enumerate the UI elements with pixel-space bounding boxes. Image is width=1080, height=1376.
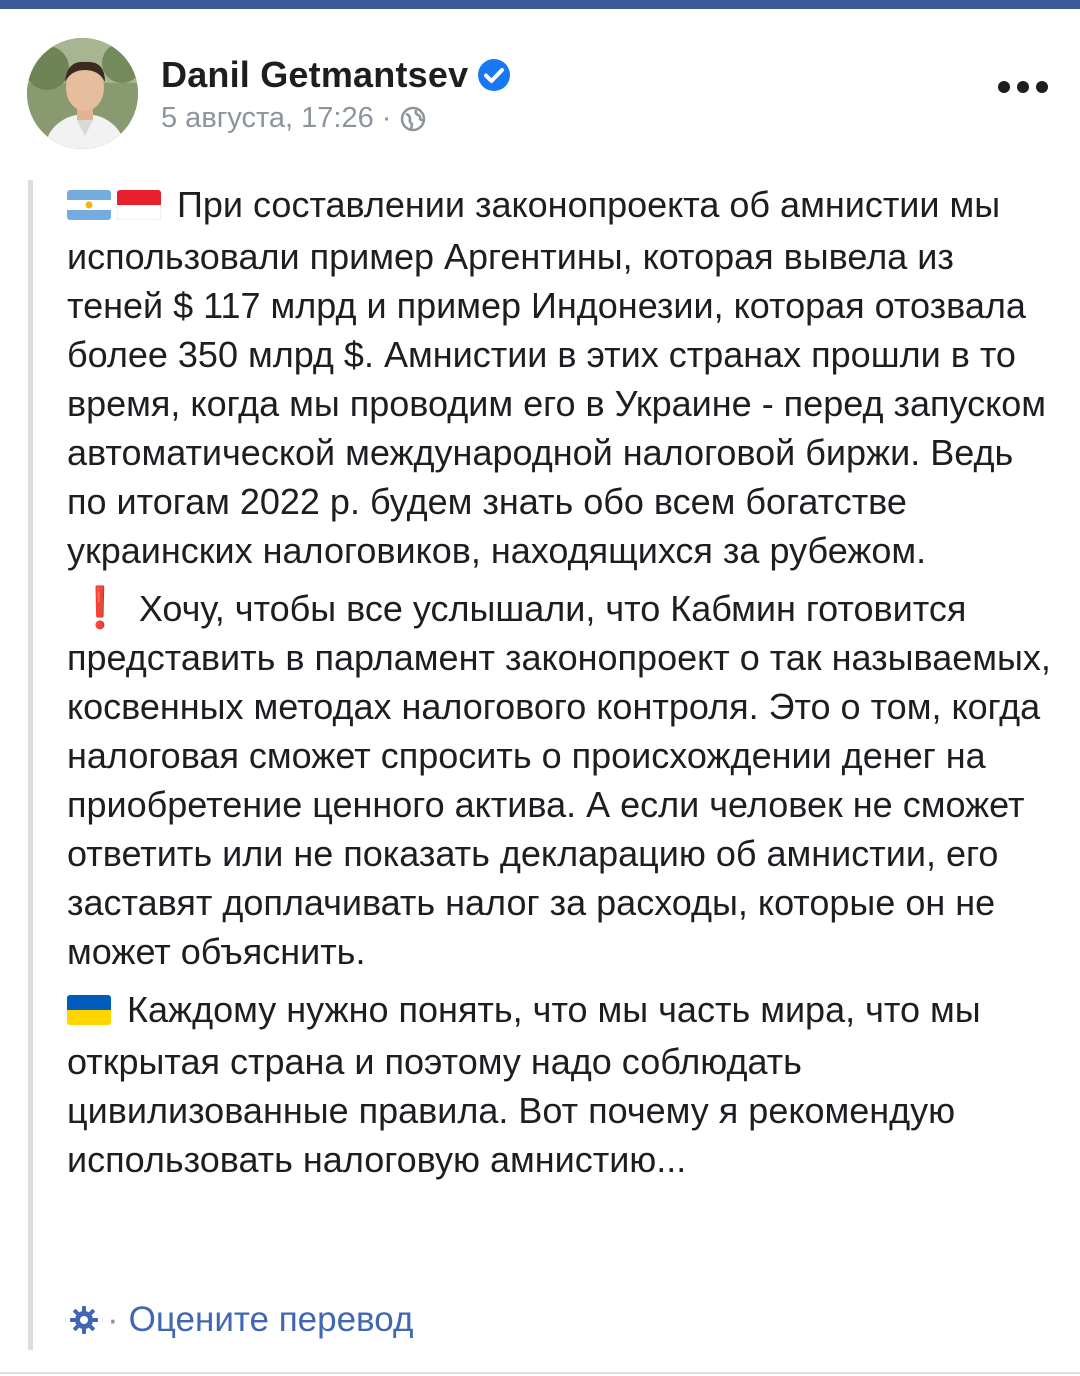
translate-separator: · bbox=[107, 1300, 119, 1339]
post-body bbox=[67, 180, 1057, 1193]
paragraph-text: Каждому нужно понять, что мы часть мира, что мы открытая страна и поэтому надо соблюдать цивилизованные правила. Вот почему я рекомендую использовать налоговую амнистию... bbox=[67, 989, 981, 1180]
author-name-text[interactable]: Danil Getmantsev bbox=[161, 54, 469, 95]
author-name[interactable] bbox=[161, 54, 512, 96]
gear-icon[interactable] bbox=[67, 1303, 101, 1337]
more-dot bbox=[1017, 81, 1029, 93]
post-paragraph bbox=[67, 985, 1057, 1184]
paragraph-text: Хочу, чтобы все услышали, что Кабмин готовится представить в парламент законопроект о так называемых, косвенных методах налогового контроля. Это о том, когда налоговая сможет спросить о происхождении денег на приобретение ценного актива. А если человек не сможет ответить или не показать декларацию об амнистии, его заставят доплачивать налог за расходы, которые он не может объяснить. bbox=[67, 588, 1051, 972]
post-date[interactable]: 5 августа, 17:26 bbox=[161, 102, 374, 134]
flag-ukraine-icon bbox=[67, 988, 111, 1037]
post-paragraph bbox=[67, 180, 1057, 575]
top-bar bbox=[0, 0, 1080, 9]
post-meta bbox=[161, 102, 427, 135]
divider bbox=[0, 1372, 1080, 1374]
more-dot bbox=[1036, 81, 1048, 93]
post-paragraph bbox=[67, 584, 1057, 976]
more-dot bbox=[998, 81, 1010, 93]
rate-translation-link[interactable]: Оцените перевод bbox=[128, 1300, 414, 1339]
translation-quote-border bbox=[28, 180, 33, 1350]
flag-argentina-icon bbox=[67, 183, 111, 232]
flag-indonesia-icon bbox=[117, 183, 161, 232]
meta-separator: · bbox=[381, 102, 392, 134]
more-options-icon[interactable] bbox=[998, 72, 1048, 102]
rate-translation bbox=[67, 1300, 413, 1340]
globe-icon[interactable] bbox=[399, 105, 427, 133]
verified-badge-icon bbox=[476, 57, 512, 93]
avatar[interactable] bbox=[27, 38, 138, 149]
exclamation-icon: ❗ bbox=[75, 586, 125, 630]
paragraph-text: При составлении законопроекта об амнистии мы использовали пример Аргентины, которая вывела из теней $ 117 млрд и пример Индонезии, которая отозвала более 350 млрд $. Амнистии в этих странах прошли в то время, когда мы проводим его в Украине - перед запуском автоматической международной налоговой биржи. Ведь по итогам 2022 р. будем знать обо всем богатстве украинских налоговиков, находящихся за рубежом. bbox=[67, 184, 1046, 571]
